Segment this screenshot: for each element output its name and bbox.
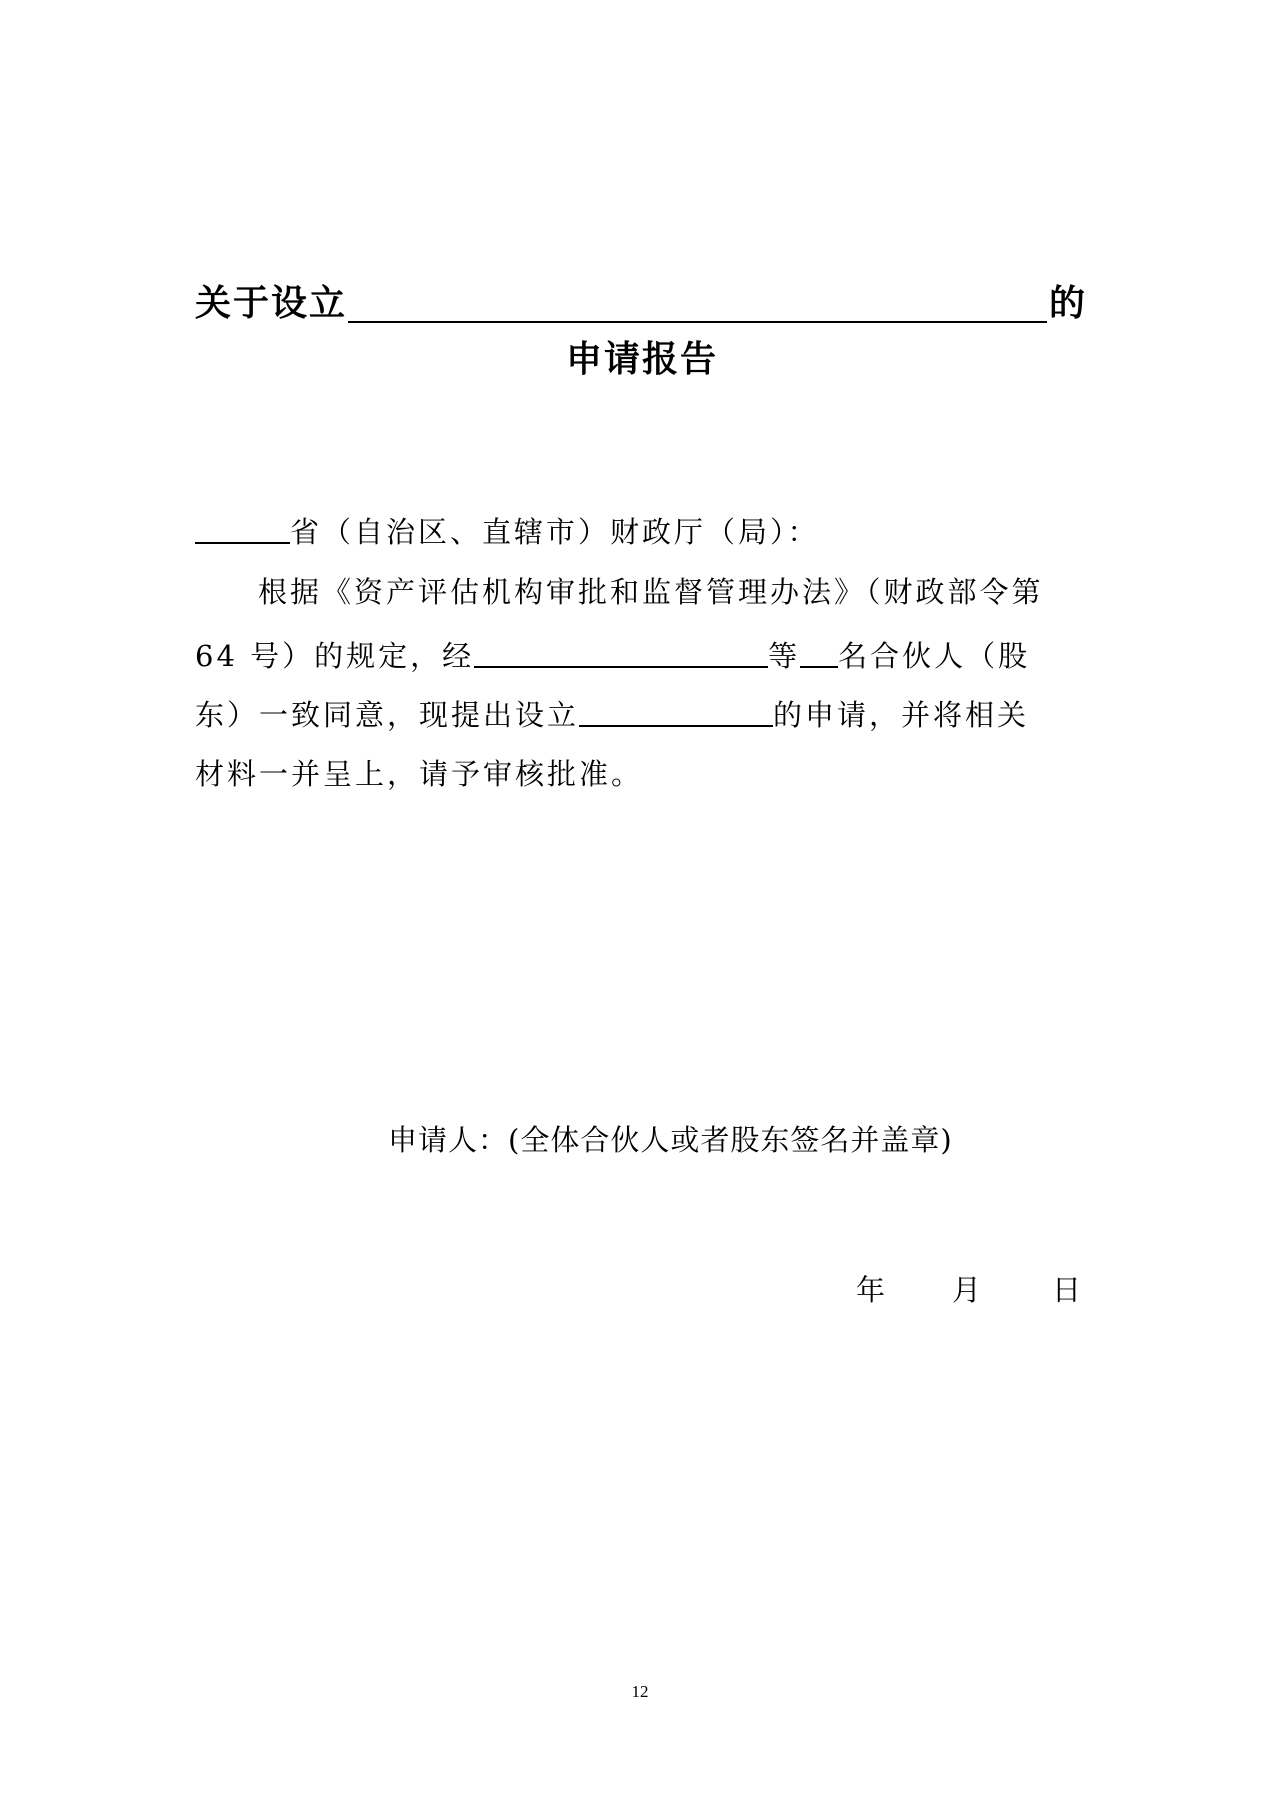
body-line-5: 材料一并呈上，请予审核批准。 bbox=[195, 757, 644, 791]
title-blank-field[interactable] bbox=[348, 321, 1047, 323]
page-number: 12 bbox=[631, 1682, 649, 1701]
institution-name-blank-field[interactable] bbox=[579, 724, 773, 727]
title-prefix: 关于设立 bbox=[195, 283, 348, 324]
body-line-3-text-c: 名合伙人（股 bbox=[838, 639, 1031, 673]
document-title bbox=[195, 280, 1085, 328]
body-line-3 bbox=[195, 636, 1030, 676]
body-line-4-text-b: 的申请，并将相关 bbox=[773, 698, 1030, 732]
date-day-label: 日 bbox=[1052, 1273, 1082, 1307]
title-suffix: 的 bbox=[1048, 283, 1085, 324]
salutation-line bbox=[195, 512, 820, 552]
date-year-label: 年 bbox=[856, 1273, 886, 1307]
document-subtitle: 申请报告 bbox=[565, 339, 718, 380]
salutation-text: 省（自治区、直辖市）财政厅（局）： bbox=[290, 515, 820, 549]
body-line-4 bbox=[195, 695, 1029, 735]
date-month-label: 月 bbox=[952, 1273, 982, 1307]
partner-count-blank-field[interactable] bbox=[800, 665, 838, 668]
body-line-4-text-a: 东）一致同意，现提出设立 bbox=[195, 698, 580, 732]
applicant-signature-label: 申请人：(全体合伙人或者股东签名并盖章) bbox=[388, 1123, 953, 1157]
body-line-2: 根据《资产评估机构审批和监督管理办法》（财政部令第 bbox=[258, 575, 1044, 609]
body-line-3-text-a: 64 号）的规定，经 bbox=[195, 639, 475, 673]
province-blank-field[interactable] bbox=[195, 541, 290, 544]
partners-names-blank-field[interactable] bbox=[474, 665, 768, 668]
body-line-3-text-b: 等 bbox=[768, 639, 801, 673]
